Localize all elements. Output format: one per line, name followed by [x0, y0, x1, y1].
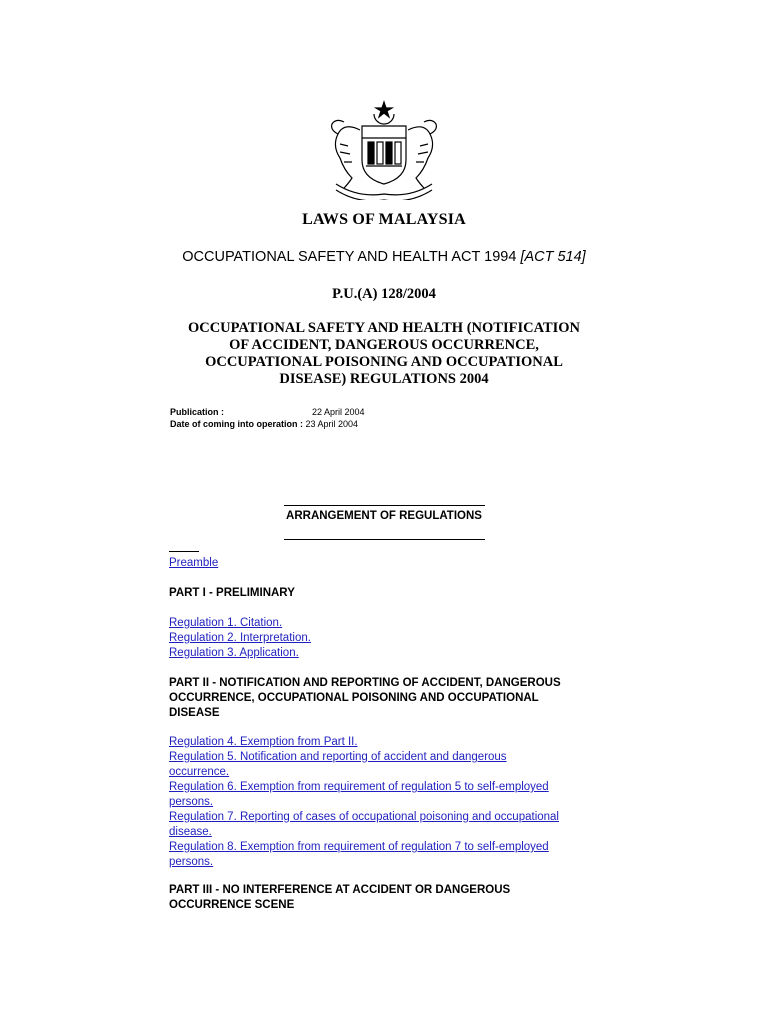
operation-date: 23 April 2004: [305, 419, 359, 429]
part3-heading-line: PART III - NO INTERFERENCE AT ACCIDENT OR DANGEROUS: [169, 884, 511, 896]
toc-preamble-block: [169, 556, 609, 571]
link-line: Regulation 7. Reporting of cases of occupational poisoning and occupational: [169, 811, 559, 823]
part1-list: [169, 616, 609, 661]
publication-meta: [170, 406, 365, 430]
publication-row: [170, 406, 365, 418]
toc-link-regulation-4[interactable]: [169, 735, 609, 750]
toc-link-regulation-8[interactable]: [169, 840, 609, 870]
act-name: OCCUPATIONAL SAFETY AND HEALTH ACT 1994: [182, 249, 517, 265]
act-number: [ACT 514]: [520, 249, 586, 265]
toc-link-preamble[interactable]: Preamble: [169, 557, 219, 569]
toc-link-regulation-3[interactable]: Regulation 3. Application.: [169, 647, 299, 659]
regulation-title-line: OCCUPATIONAL POISONING AND OCCUPATIONAL: [205, 354, 563, 370]
regulation-title: [0, 320, 768, 388]
regulation-title-line: DISEASE) REGULATIONS 2004: [279, 371, 489, 387]
part1-heading: PART I - PRELIMINARY: [169, 587, 295, 599]
document-heading: LAWS OF MALAYSIA: [302, 211, 466, 228]
part2-heading-line: DISEASE: [169, 707, 220, 719]
pua-number: P.U.(A) 128/2004: [332, 286, 436, 302]
divider-bottom: [284, 539, 485, 540]
short-divider: [169, 551, 199, 552]
divider-top: [284, 505, 485, 506]
part3-heading-line: OCCURRENCE SCENE: [169, 899, 295, 911]
toc-link-regulation-1[interactable]: Regulation 1. Citation.: [169, 617, 283, 629]
toc-link-regulation-6[interactable]: [169, 780, 609, 810]
link-line: Regulation 5. Notification and reporting of accident and dangerous: [169, 751, 507, 763]
regulation-title-line: OCCUPATIONAL SAFETY AND HEALTH (NOTIFICATION: [187, 320, 581, 336]
part2-list: [169, 735, 609, 870]
link-line: occurrence.: [169, 766, 230, 778]
part3-heading: [169, 883, 609, 913]
part2-heading: [169, 676, 609, 721]
regulation-title-line: OF ACCIDENT, DANGEROUS OCCURRENCE,: [229, 337, 539, 353]
link-line: persons.: [169, 856, 214, 868]
link-line: Regulation 8. Exemption from requirement of regulation 7 to self-employed: [169, 841, 549, 853]
part2-heading-line: OCCURRENCE, OCCUPATIONAL POISONING AND OCCUPATIONAL: [169, 692, 539, 704]
link-line: Regulation 4. Exemption from Part II.: [169, 736, 358, 748]
operation-label: Date of coming into operation :: [170, 419, 303, 429]
toc-link-regulation-5[interactable]: [169, 750, 609, 780]
act-line: [0, 249, 768, 265]
coat-of-arms-icon: [322, 100, 446, 200]
toc-link-regulation-7[interactable]: [169, 810, 609, 840]
toc-link-regulation-2[interactable]: Regulation 2. Interpretation.: [169, 632, 311, 644]
link-line: persons.: [169, 796, 214, 808]
link-line: disease.: [169, 826, 212, 838]
publication-label: Publication :: [170, 407, 224, 417]
arrangement-heading: ARRANGEMENT OF REGULATIONS: [286, 510, 482, 522]
link-line: Regulation 6. Exemption from requirement of regulation 5 to self-employed: [169, 781, 549, 793]
publication-date: 22 April 2004: [312, 407, 365, 417]
part2-heading-line: PART II - NOTIFICATION AND REPORTING OF ACCIDENT, DANGEROUS: [169, 677, 561, 689]
operation-row: [170, 418, 365, 430]
